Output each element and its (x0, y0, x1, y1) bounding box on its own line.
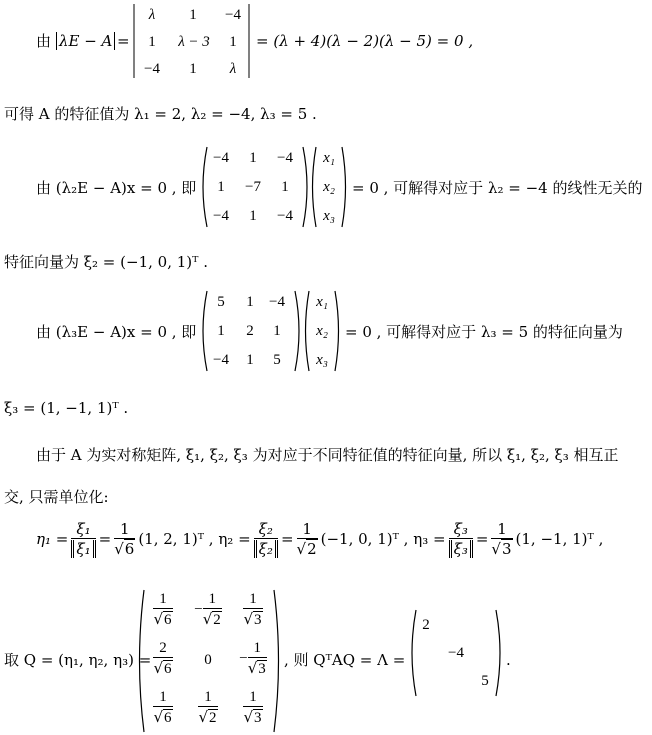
sqrt-radicand: 3 (501, 539, 512, 558)
line-5-suffix: = 0 , 可解得对应于 λ₃ = 5 的特征向量为 (345, 323, 623, 341)
sqrt-radicand: 6 (164, 710, 172, 726)
det1-cell: 1 (229, 34, 237, 50)
det1-cell: λ (148, 7, 156, 23)
mat2-cell: 1 (217, 179, 225, 195)
norm-xi1: ξ₁ (71, 540, 95, 558)
line-1-polynomial: = (λ + 4)(λ − 2)(λ − 5) = 0 , (256, 32, 474, 50)
fraction-xi1-over-norm (71, 520, 95, 559)
sqrt-radicand: 2 (209, 710, 217, 726)
fraction-numerator: 1 (297, 520, 318, 539)
vector-x-1 (309, 145, 349, 229)
vector-x-2 (302, 289, 342, 373)
norm-xi3: ξ₃ (449, 540, 473, 558)
fraction-numerator: 1 (153, 590, 172, 609)
mat2-cell: −4 (213, 150, 229, 166)
eta1-vector: (1, 2, 1)ᵀ , η₂ = (138, 530, 251, 548)
q-cell: $\frac{1}{√6}$ (153, 591, 172, 628)
det1-cell: λ (229, 61, 237, 77)
fraction-xi3-over-norm (449, 520, 473, 559)
det1-cell: −4 (144, 61, 160, 77)
q-cell: $\frac{2}{√6}$ (153, 640, 172, 677)
line-1-equals: = (117, 32, 130, 50)
line-10-middle: , 则 QᵀAQ = Λ = (284, 651, 406, 669)
sqrt-radicand: 3 (254, 710, 262, 726)
line-7-orthogonality: 由于 A 为实对称矩阵, ξ₁, ξ₂, ξ₃ 为对应于不同特征值的特征向量, 所以 ξ₁, ξ₂, ξ₃ 相互正 (36, 446, 619, 464)
line-10-end: . (506, 651, 511, 669)
fraction-numerator: 2 (153, 639, 172, 658)
sqrt-radicand: 2 (307, 539, 317, 558)
sqrt-radicand: 3 (258, 661, 266, 677)
mat3-cell: −4 (213, 352, 229, 368)
vector-x-cell: x₂ (323, 179, 335, 195)
minus-sign: − (194, 601, 203, 618)
mat3-cell: 1 (217, 323, 225, 339)
q-cell: $\frac{1}{√3}$ (243, 689, 262, 726)
q-cell: $\frac{1}{√6}$ (153, 689, 172, 726)
q-cell: $\frac{1}{√2}$ (198, 689, 217, 726)
mat3-cell: 1 (273, 323, 281, 339)
line-8-normalize: 交, 只需单位化: (4, 488, 109, 506)
mat3-cell: 2 (246, 323, 254, 339)
det1-cell: 1 (189, 7, 197, 23)
line-9-eta-formulas (36, 516, 603, 562)
line-6-eigenvector-3: ξ₃ = (1, −1, 1)ᵀ . (4, 399, 129, 417)
sqrt-radicand: 6 (164, 661, 172, 677)
q-cell: $\frac{1}{√3}$ (243, 591, 262, 628)
matrix-lambda3 (199, 289, 303, 373)
line-1-prefix: 由 (36, 32, 52, 50)
mat3-cell: 5 (273, 352, 281, 368)
matrix-q (135, 588, 283, 734)
norm-xi2: ξ₂ (254, 540, 278, 558)
fraction-one-over-sqrt3: $\frac{1}{√3}$ (491, 519, 512, 558)
fraction-numerator: 1 (203, 590, 222, 609)
vector-x-cell: x₁ (316, 294, 328, 310)
fraction-one-over-sqrt6: $\frac{1}{√6}$ (114, 519, 135, 558)
q-cell: 0 (204, 652, 212, 668)
q-cell: − $\frac{1}{√2}$ (194, 591, 221, 628)
det1-cell: −4 (225, 7, 241, 23)
mat2-cell: −4 (277, 150, 293, 166)
eta2-vector: (−1, 0, 1)ᵀ , η₃ = (320, 530, 446, 548)
line-10-prefix: 取 Q = (η₁, η₂, η₃) = (4, 651, 152, 669)
mat3-cell: 1 (246, 352, 254, 368)
sqrt-radicand: 3 (254, 612, 262, 628)
det1-cell: 1 (189, 61, 197, 77)
vector-x-cell: x₂ (316, 323, 328, 339)
vector-x-cell: x₁ (323, 150, 335, 166)
vector-x-cell: x₃ (323, 208, 335, 224)
line-4-eigenvector-2: 特征向量为 ξ₂ = (−1, 0, 1)ᵀ . (4, 253, 208, 271)
mat3-cell: 1 (246, 294, 254, 310)
line-2-eigenvalues: 可得 A 的特征值为 λ₁ = 2, λ₂ = −4, λ₃ = 5 . (4, 105, 317, 123)
lambda-diag-cell: 5 (481, 673, 489, 689)
line-3-suffix: = 0 , 可解得对应于 λ₂ = −4 的线性无关的 (352, 179, 643, 197)
fraction-numerator: 1 (153, 688, 172, 707)
line-3-prefix: 由 (λ₂E − A)x = 0 , 即 (36, 179, 197, 197)
eta1-label: η₁ = (36, 530, 69, 548)
vector-x-cell: x₃ (316, 352, 328, 368)
fraction-numerator: 1 (491, 520, 512, 539)
mat2-cell: −7 (245, 179, 261, 195)
line-1-abs-expr (56, 31, 115, 51)
q-cell: − $\frac{1}{√3}$ (239, 640, 266, 677)
matrix-lambda2 (199, 145, 311, 229)
minus-sign: − (239, 650, 248, 667)
fraction-numerator: ξ₁ (71, 520, 95, 539)
equals-sign: = (475, 530, 489, 548)
sqrt-radicand: 6 (164, 612, 172, 628)
fraction-numerator: ξ₃ (449, 520, 473, 539)
fraction-numerator: 1 (114, 520, 135, 539)
fraction-numerator: 1 (243, 590, 262, 609)
mat2-cell: 1 (281, 179, 289, 195)
fraction-numerator: 1 (198, 688, 217, 707)
eta3-vector: (1, −1, 1)ᵀ , (515, 530, 604, 548)
matrix-lambda-diagonal (408, 608, 504, 698)
fraction-one-over-sqrt2: $\frac{1}{√2}$ (296, 519, 317, 558)
equals-sign: = (98, 530, 112, 548)
det1-cell: λ − 3 (178, 34, 210, 50)
lambda-diag-cell: 2 (422, 617, 430, 633)
mat2-cell: −4 (213, 208, 229, 224)
mat2-cell: 1 (249, 208, 257, 224)
sqrt-radicand: 2 (213, 612, 221, 628)
fraction-numerator: ξ₂ (254, 520, 278, 539)
determinant-1 (132, 2, 252, 80)
fraction-numerator: 1 (248, 639, 267, 658)
mat3-cell: 5 (217, 294, 225, 310)
sqrt-radicand: 6 (124, 539, 135, 558)
equals-sign: = (280, 530, 294, 548)
fraction-numerator: 1 (243, 688, 262, 707)
mat3-cell: −4 (269, 294, 285, 310)
lambda-diag-cell: −4 (448, 645, 464, 661)
fraction-xi2-over-norm (254, 520, 278, 559)
det1-cell: 1 (148, 34, 156, 50)
mat2-cell: −4 (277, 208, 293, 224)
abs-lambda-e-minus-a: λE − A (56, 32, 115, 50)
mat2-cell: 1 (249, 150, 257, 166)
line-5-prefix: 由 (λ₃E − A)x = 0 , 即 (36, 323, 197, 341)
